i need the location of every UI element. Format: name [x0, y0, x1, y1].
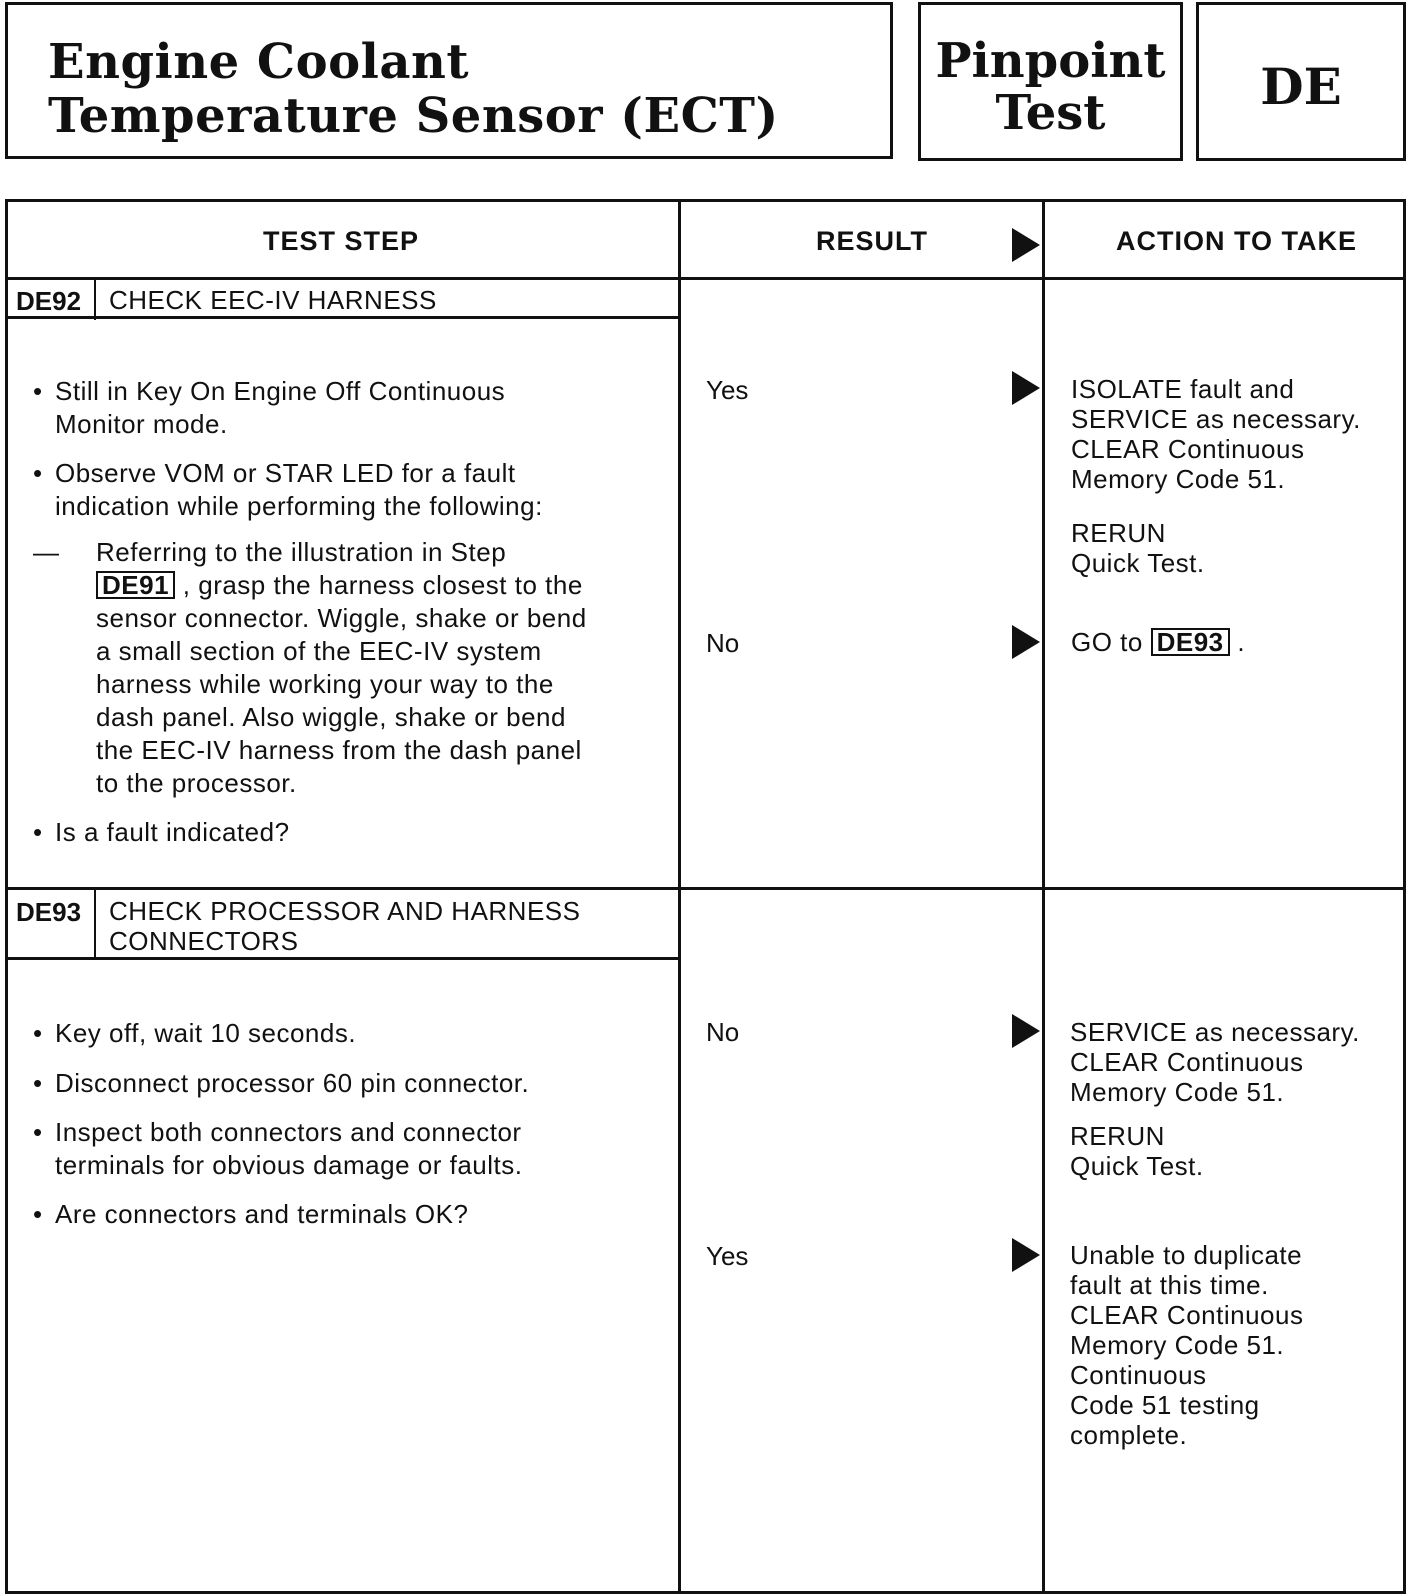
pinpoint-test-box [918, 2, 1183, 161]
step-title-de92: CHECK EEC-IV HARNESS [109, 285, 437, 315]
step-id-de92: DE92 [16, 286, 82, 316]
action-block: SERVICE as necessary. CLEAR Continuous Memory Code 51. RERUN Quick Test. [1070, 1017, 1360, 1181]
title-box [5, 2, 893, 159]
result-arrow-icon [1012, 1238, 1040, 1272]
step-id-divider [94, 890, 96, 960]
step-id-divider [94, 280, 96, 320]
step-ref-de91[interactable]: DE91 [96, 571, 175, 599]
result-arrow-icon [1012, 371, 1040, 405]
title-line-2: Temperature Sensor (ECT) [48, 88, 779, 144]
step-header-underline [8, 957, 678, 960]
test-label: Test [995, 85, 1106, 141]
result-yes: Yes [706, 375, 749, 405]
page-title [48, 35, 779, 143]
test-code-box [1196, 2, 1406, 161]
header-arrow-icon [1012, 228, 1040, 262]
step-divider [8, 887, 1403, 890]
result-arrow-icon [1012, 625, 1040, 659]
pinpoint-table: TEST STEP RESULT ACTION TO TAKE DE92 CHECK EEC-IV HARNESS • Still in Key On Engine Off Continuous Monitor mode. • Observe VOM or STAR LED for a fault indication while performing the following: — Referring to the illustration in Step DE91 , grasp the harness closest to the sensor connector. Wiggle, shake or bend a small section of the EEC-IV system harness while working your way to the dash panel. Also wiggle, shake or bend the EEC-IV harness from the dash panel to the processor. • Is a fault indicated? Yes ISOLATE fault and SERVICE as necessary. CLEAR Continuous Memory Code 51. RERUN Quick Test. No GO to DE93 . DE93 CHECK PROCESSOR AND HARNESS CONNECTORS • Key off, wait 10 seconds. • Disconnect processor 60 pin connector. • Inspect both connectors and connector terminals for obvious damage or faults. • Are connectors and terminals OK? No SERVICE as necessary. CLEAR Continuous Memory Code 51. RERUN Quick Test. Yes Unable to duplicate fault at this time. CLEAR Continuous Memory Code 51. Continuous Code 51 testing complete. [5, 199, 1406, 1594]
column-header-action: ACTION TO TAKE [1116, 226, 1357, 256]
column-header-result: RESULT [816, 226, 928, 256]
result-no: No [706, 628, 740, 658]
de92-sub-line-ref: DE91 , grasp the harness closest to the [96, 569, 583, 602]
de92-sub-line: sensor connector. Wiggle, shake or bend [96, 603, 587, 633]
action-block: Unable to duplicate fault at this time. CLEAR Continuous Memory Code 51. Continuous Code 51 testing complete. [1070, 1240, 1304, 1450]
de92-sub-line: the EEC-IV harness from the dash panel [96, 735, 582, 765]
de92-sub-line: a small section of the EEC-IV system [96, 636, 542, 666]
de92-sub-line: to the processor. [96, 768, 297, 798]
result-yes: Yes [706, 1241, 749, 1271]
de92-sub-line: harness while working your way to the [96, 669, 554, 699]
test-code: DE [1260, 57, 1342, 116]
column-divider-2 [1042, 202, 1045, 1591]
column-header-test-step: TEST STEP [263, 226, 420, 256]
action-block: ISOLATE fault and SERVICE as necessary. CLEAR Continuous Memory Code 51. RERUN Quick Test. [1071, 374, 1361, 578]
step-header-underline [8, 316, 678, 319]
result-no: No [706, 1017, 740, 1047]
pinpoint-label: Pinpoint [935, 33, 1166, 89]
step-title-de93: CHECK PROCESSOR AND HARNESS CONNECTORS [109, 896, 581, 956]
column-divider-1 [678, 202, 681, 1591]
step-ref-de93[interactable]: DE93 [1151, 628, 1230, 656]
action-goto: GO to DE93 . [1071, 627, 1246, 657]
title-line-1: Engine Coolant [48, 34, 470, 90]
step-id-de93: DE93 [16, 897, 82, 927]
header-underline [8, 277, 1403, 280]
result-arrow-icon [1012, 1014, 1040, 1048]
de92-sub-line: dash panel. Also wiggle, shake or bend [96, 702, 566, 732]
